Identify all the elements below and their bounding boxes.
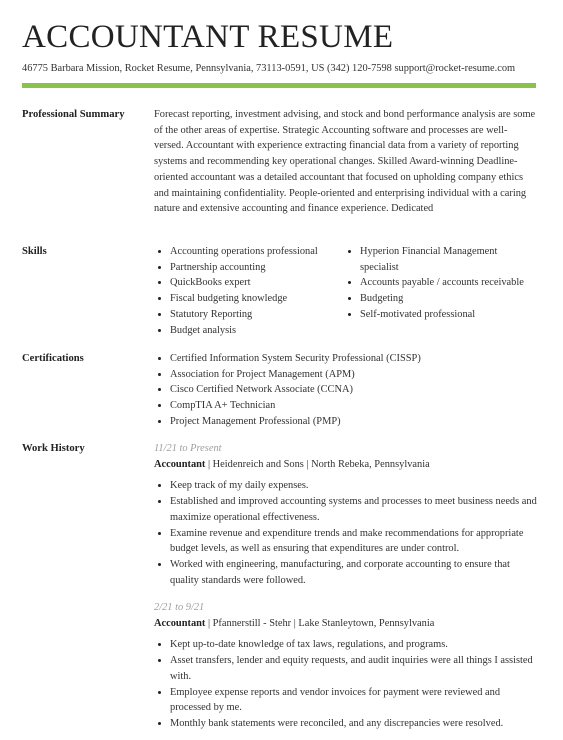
skill-item: Hyperion Financial Management specialist <box>344 244 529 275</box>
summary-text: Forecast reporting, investment advising, and stock and bond performance analysis are some of the other areas of expertise. Strategic Accounting software and processes are well-versed. Accountant with experience extracting financial data from a variety of reporting systems and recommending key operational changes. Skilled Award-winning Deadline-oriented accountant was a detailed accountant that focused on upholding company ethics and maintaining confidentiality. People-oriented and enterprising individual with a caring nature and extensive accounting and finance experience. Dedicated <box>154 109 536 215</box>
work-history-heading: Work History <box>22 443 85 454</box>
certification-item: Cisco Certified Network Associate (CCNA) <box>154 382 537 398</box>
job-title: Accountant <box>154 458 206 470</box>
certification-item: Project Management Professional (PMP) <box>154 414 537 430</box>
skill-item: Budget analysis <box>154 323 344 339</box>
duty-item: Asset transfers, lender and equity requests, and audit inquiries were all things I assisted with. <box>154 653 537 684</box>
job-header <box>154 457 537 473</box>
job-title: Accountant <box>154 617 206 629</box>
summary-heading: Professional Summary <box>22 109 125 120</box>
contact-info: 46775 Barbara Mission, Rocket Resume, Pennsylvania, 73113-0591, US (342) 120-7598 support@rocket-resume.com <box>22 63 516 74</box>
skill-item: Accounts payable / accounts receivable <box>344 275 529 291</box>
job-employer: | Pfannerstill - Stehr | Lake Stanleytown, Pennsylvania <box>205 617 435 629</box>
skills-column-left <box>154 244 344 338</box>
skill-item: Self-motivated professional <box>344 307 529 323</box>
job-header <box>154 616 537 632</box>
skill-item: Statutory Reporting <box>154 307 344 323</box>
duty-item: Established and improved accounting systems and processes to meet business needs and maximize operational effectiveness. <box>154 494 537 525</box>
duty-item: Kept up-to-date knowledge of tax laws, regulations, and programs. <box>154 637 537 653</box>
duty-item: Examine revenue and expenditure trends and make recommendations for appropriate budget levels, as well as ensuring that expenditures are under control. <box>154 526 537 557</box>
skills-column-right <box>344 244 529 338</box>
duty-item: Worked with engineering, manufacturing, and corporate accounting to ensure that quality standards were followed. <box>154 557 537 588</box>
skill-item: Fiscal budgeting knowledge <box>154 291 344 307</box>
certifications-heading: Certifications <box>22 353 84 364</box>
duty-item: Employee expense reports and vendor invoices for payment were reviewed and processed by me. <box>154 685 537 716</box>
certification-item: CompTIA A+ Technician <box>154 398 537 414</box>
skills-list <box>154 244 537 338</box>
skill-item: Accounting operations professional <box>154 244 344 260</box>
accent-divider <box>22 83 536 88</box>
duty-item: Keep track of my daily expenses. <box>154 478 537 494</box>
job-dates: 11/21 to Present <box>154 443 222 454</box>
job-entry <box>154 441 537 588</box>
duty-item: Monthly bank statements were reconciled, and any discrepancies were resolved. <box>154 716 537 732</box>
job-entry <box>154 600 537 732</box>
job-duties <box>154 637 537 731</box>
skill-item: QuickBooks expert <box>154 275 344 291</box>
skill-item: Budgeting <box>344 291 529 307</box>
certification-item: Certified Information System Security Professional (CISSP) <box>154 351 537 367</box>
job-duties <box>154 478 537 588</box>
skill-item: Partnership accounting <box>154 260 344 276</box>
job-employer: | Heidenreich and Sons | North Rebeka, Pennsylvania <box>205 458 430 470</box>
job-dates: 2/21 to 9/21 <box>154 602 205 613</box>
certifications-list <box>154 351 537 430</box>
resume-title: ACCOUNTANT RESUME <box>22 19 394 55</box>
certification-item: Association for Project Management (APM) <box>154 367 537 383</box>
skills-heading: Skills <box>22 246 47 257</box>
